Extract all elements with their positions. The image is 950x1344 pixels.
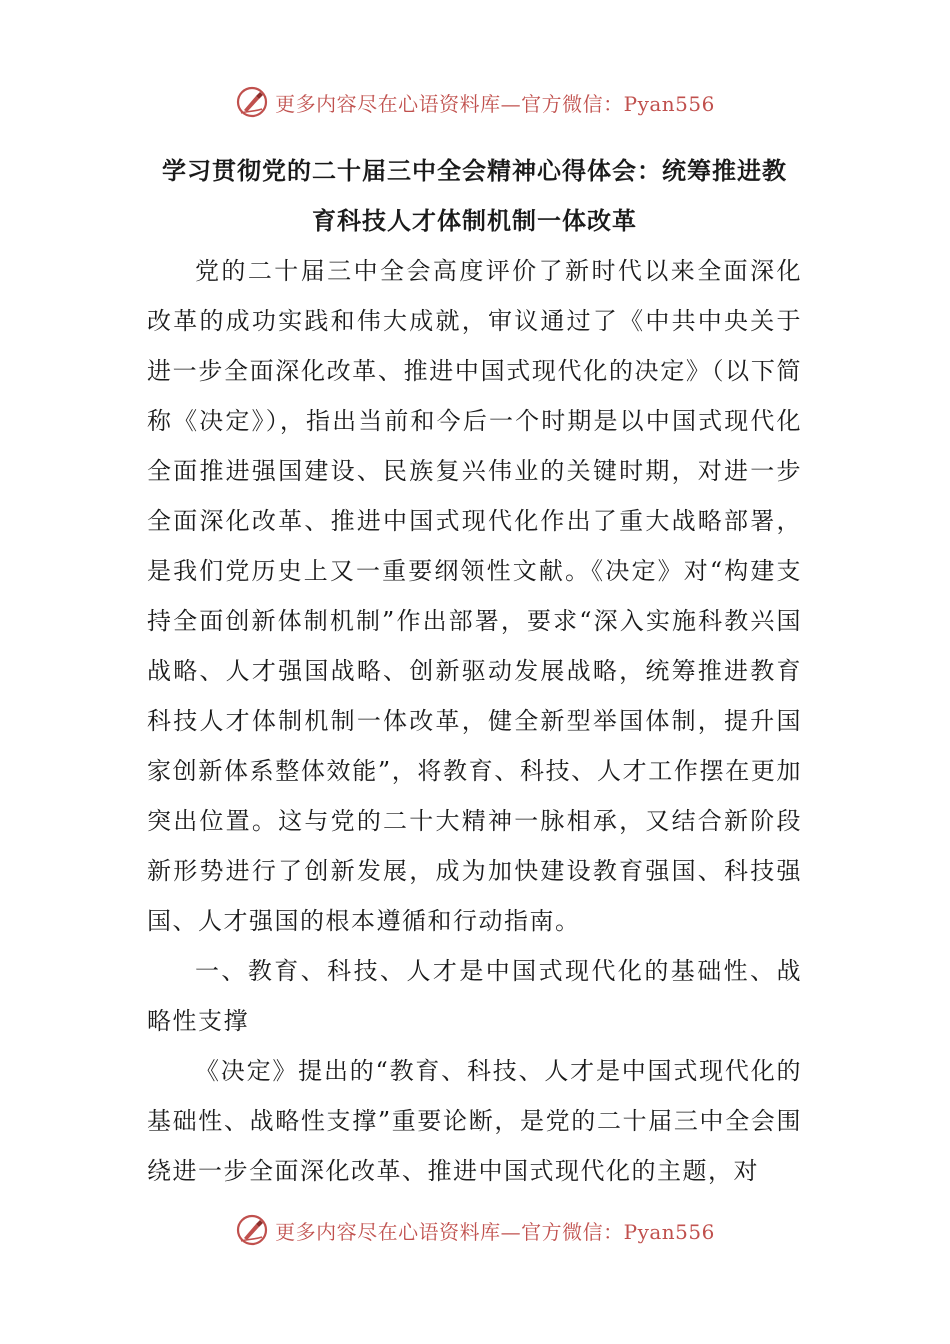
- document-body: [147, 146, 802, 1196]
- title-line-2: 育科技人才体制机制一体改革: [312, 207, 637, 235]
- footer-banner: [0, 1208, 950, 1252]
- title-line-1: 学习贯彻党的二十届三中全会精神心得体会：统筹推进教: [162, 157, 787, 185]
- banner-text: 更多内容尽在心语资料库—官方微信：Pyan556: [275, 1219, 715, 1244]
- header-banner: [0, 80, 950, 124]
- pen-logo-icon: [235, 85, 269, 119]
- section-heading-1: 一、教育、科技、人才是中国式现代化的基础性、战略性支撑: [147, 957, 802, 1035]
- paragraph-intro: 党的二十届三中全会高度评价了新时代以来全面深化改革的成功实践和伟大成就，审议通过了《中共中央关于进一步全面深化改革、推进中国式现代化的决定》（以下简称《决定》），指出当前和今后一个时期是以中国式现代化全面推进强国建设、民族复兴伟业的关键时期，对进一步全面深化改革、推进中国式现代化作出了重大战略部署，是我们党历史上又一重要纲领性文献。《决定》对“构建支持全面创新体制机制”作出部署，要求“深入实施科教兴国战略、人才强国战略、创新驱动发展战略，统筹推进教育科技人才体制机制一体改革，健全新型举国体制，提升国家创新体系整体效能”，将教育、科技、人才工作摆在更加突出位置。这与党的二十大精神一脉相承，又结合新阶段新形势进行了创新发展，成为加快建设教育强国、科技强国、人才强国的根本遵循和行动指南。: [147, 257, 802, 935]
- paragraph-section-1: 《决定》提出的“教育、科技、人才是中国式现代化的基础性、战略性支撑”重要论断，是党的二十届三中全会围绕进一步全面深化改革、推进中国式现代化的主题，对: [147, 1057, 802, 1185]
- document-title: [139, 146, 810, 246]
- banner-text: 更多内容尽在心语资料库—官方微信：Pyan556: [275, 91, 715, 116]
- pen-logo-icon: [235, 1213, 269, 1247]
